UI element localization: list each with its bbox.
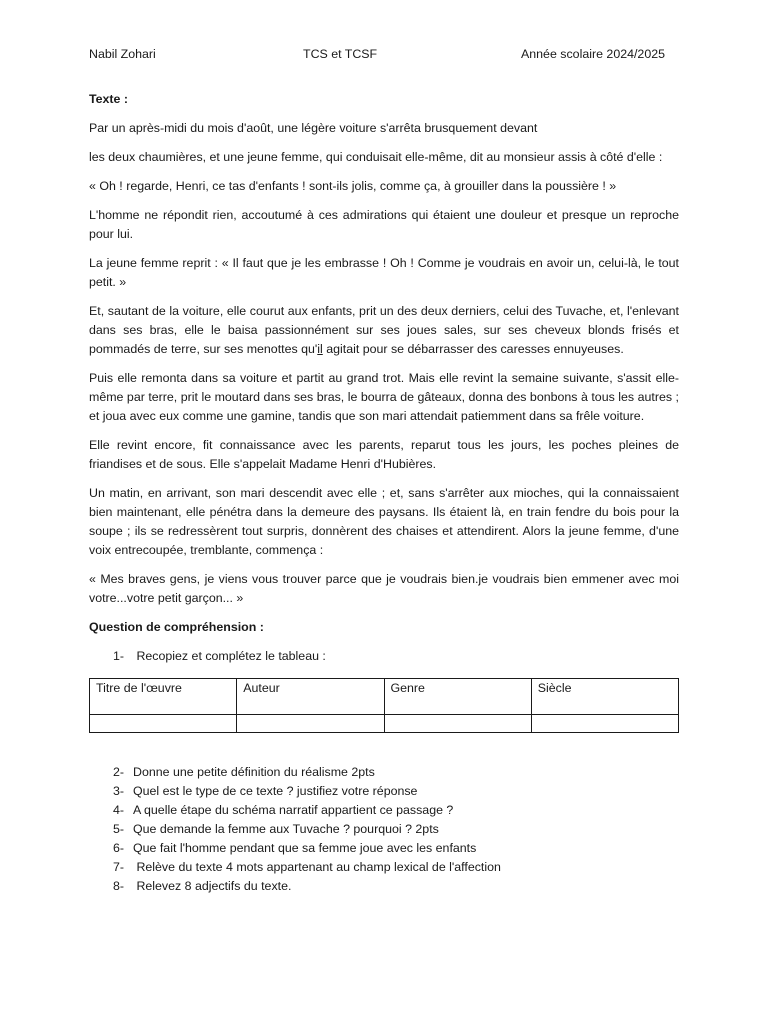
table-cell (384, 715, 531, 733)
question-number: 7- (113, 860, 125, 874)
table-row (90, 715, 679, 733)
list-item (113, 782, 679, 801)
text-title: Texte : (89, 92, 129, 106)
paragraph-6-start: Et, sautant de la voiture, elle courut aux enfants, prit un des deux derniers, celui des Tuvache, et, l'enlevant dans ses bras, elle le baisa passionnément sur ses joues sales, sur ses cheveux blonds frisés et pommadés de terre, sur ses menottes qu' (89, 304, 679, 356)
question-text: Recopiez et complétez le tableau : (136, 649, 326, 663)
table-header-row (90, 679, 679, 715)
table-cell (531, 715, 678, 733)
question-number: 3- (113, 784, 125, 798)
question-text: A quelle étape du schéma narratif appartient ce passage ? (133, 803, 454, 817)
question-text: Quel est le type de ce texte ? justifiez votre réponse (133, 784, 418, 798)
question-number: 6- (113, 841, 125, 855)
underlined-word: il (317, 342, 323, 356)
paragraph-6-end: agitait pour se débarrasser des caresses ennuyeuses. (322, 342, 624, 356)
header-class: TCS et TCSF (303, 47, 378, 61)
question-number: 8- (113, 879, 125, 893)
paragraph-9: Un matin, en arrivant, son mari descendit avec elle ; et, sans s'arrêter aux mioches, qui la connaissaient bien maintenant, elle pénétra dans la demeure des paysans. Ils étaient là, en train fendre du bois pour la soupe ; ils se redressèrent tout surpris, donnèrent des chaises et attendirent. Alors la jeune femme, d'une voix entrecoupée, tremblante, commença : (89, 486, 679, 557)
table-header-cell: Genre (384, 679, 531, 715)
paragraph-3: « Oh ! regarde, Henri, ce tas d'enfants ! sont-ils jolis, comme ça, à grouiller dans la poussière ! » (89, 179, 617, 193)
questions-list (89, 763, 679, 896)
question-number: 1- (113, 649, 125, 663)
list-item (113, 839, 679, 858)
paragraph-7: Puis elle remonta dans sa voiture et partit au grand trot. Mais elle revint la semaine suivante, s'assit elle-même par terre, prit le moutard dans ses bras, le bourra de gâteaux, donna des bonbons à tous les autres ; et joua avec eux comme une gamine, tandis que son mari attendait patiemment dans sa frêle voiture. (89, 371, 679, 423)
list-item (113, 801, 679, 820)
question-text: Donne une petite définition du réalisme 2pts (133, 765, 375, 779)
table-header-cell: Siècle (531, 679, 678, 715)
question-number: 5- (113, 822, 125, 836)
header-author: Nabil Zohari (89, 47, 156, 61)
question-1 (113, 647, 679, 666)
header-school-year: Année scolaire 2024/2025 (521, 47, 665, 61)
table-header-cell: Auteur (237, 679, 384, 715)
question-text: Relève du texte 4 mots appartenant au champ lexical de l'affection (133, 860, 501, 874)
paragraph-2: les deux chaumières, et une jeune femme, qui conduisait elle-même, dit au monsieur assis à côté d'elle : (89, 150, 663, 164)
question-text: Que demande la femme aux Tuvache ? pourquoi ? 2pts (133, 822, 439, 836)
question-number: 4- (113, 803, 125, 817)
paragraph-8: Elle revint encore, fit connaissance avec les parents, reparut tous les jours, les poches pleines de friandises et de sous. Elle s'appelait Madame Henri d'Hubières. (89, 438, 679, 471)
list-item (113, 763, 679, 782)
answer-table (89, 678, 679, 733)
paragraph-6 (89, 302, 679, 359)
paragraph-4: L'homme ne répondit rien, accoutumé à ces admirations qui étaient une douleur et presque un reproche pour lui. (89, 208, 679, 241)
question-number: 2- (113, 765, 125, 779)
table-cell (90, 715, 237, 733)
list-item (113, 877, 679, 896)
questions-title: Question de compréhension : (89, 620, 264, 634)
question-text: Que fait l'homme pendant que sa femme joue avec les enfants (133, 841, 477, 855)
table-header-cell: Titre de l'œuvre (90, 679, 237, 715)
paragraph-5: La jeune femme reprit : « Il faut que je les embrasse ! Oh ! Comme je voudrais en avoir un, celui-là, le tout petit. » (89, 256, 679, 289)
page-header (89, 45, 665, 64)
paragraph-1: Par un après-midi du mois d'août, une légère voiture s'arrêta brusquement devant (89, 121, 538, 135)
question-text: Relevez 8 adjectifs du texte. (133, 879, 292, 893)
table-cell (237, 715, 384, 733)
list-item (113, 858, 679, 877)
document-body (89, 90, 679, 896)
paragraph-10: « Mes braves gens, je viens vous trouver parce que je voudrais bien.je voudrais bien emmener avec moi votre...votre petit garçon... » (89, 572, 679, 605)
list-item (113, 820, 679, 839)
